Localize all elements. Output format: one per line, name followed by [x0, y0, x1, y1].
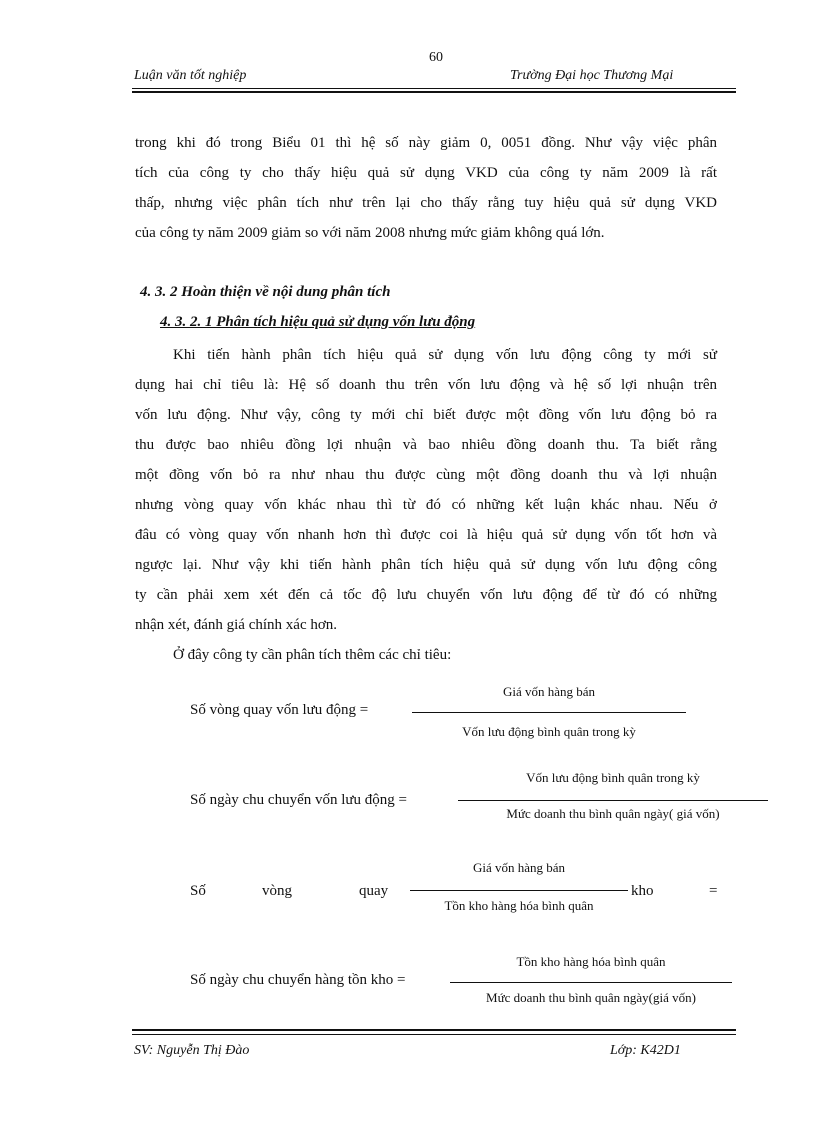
formula-numerator: Tồn kho hàng hóa bình quân	[516, 954, 666, 969]
formula-numerator: Giá vốn hàng bán	[502, 684, 596, 699]
formula-label: Số vòng quay vốn lưu động =	[190, 702, 369, 718]
paragraph-line: thu được bao nhiêu đồng lợi nhuận và bao nhiêu đồng doanh thu. Ta biết rằng	[135, 437, 717, 453]
paragraph-line: nhưng vòng quay vốn khác nhau thì từ đó có những kết luận khác nhau. Nếu ở	[135, 497, 717, 513]
paragraph-3	[135, 640, 717, 670]
formula-label-word: quay	[359, 883, 389, 899]
formula-equals: =	[709, 883, 718, 899]
formula-denominator: Mức doanh thu bình quân ngày( giá vốn)	[506, 806, 720, 821]
page-number: 60	[429, 50, 443, 65]
paragraph-line: nhận xét, đánh giá chính xác hơn.	[135, 617, 338, 633]
fraction-bar	[410, 890, 628, 891]
paragraph-line: Ở đây công ty cần phân tích thêm các chỉ tiêu:	[173, 647, 452, 663]
subsection-heading: 4. 3. 2. 1 Phân tích hiệu quả sử dụng vốn lưu động	[160, 314, 476, 330]
header-rule-thin	[132, 88, 736, 89]
section-heading: 4. 3. 2 Hoàn thiện về nội dung phân tích	[140, 284, 391, 300]
footer-rule-thin	[132, 1034, 736, 1035]
formula-label-word: vòng	[262, 883, 292, 899]
header-right: Trường Đại học Thương Mại	[510, 68, 674, 83]
paragraph-line: ty cần phải xem xét đến cả tốc độ lưu chuyển vốn lưu động để từ đó có những	[135, 587, 717, 603]
header-left: Luận văn tốt nghiệp	[134, 68, 247, 83]
paragraph-line: đâu có vòng quay vốn nhanh hơn thì được coi là hiệu quả sử dụng vốn tốt hơn và	[135, 527, 717, 543]
formula-denominator: Mức doanh thu bình quân ngày(giá vốn)	[486, 990, 696, 1005]
formula-label: Số ngày chu chuyển hàng tồn kho =	[190, 972, 406, 988]
fraction-bar	[450, 982, 732, 983]
paragraph-line: thấp, nhưng việc phân tích như trên lại cho thấy rằng tuy hiệu quả sử dụng VKD	[135, 195, 717, 211]
footer-left: SV: Nguyễn Thị Đào	[134, 1043, 250, 1058]
paragraph-line: ngược lại. Như vậy khi tiến hành phân tích hiệu quả sử dụng vốn lưu động công	[135, 557, 717, 573]
paragraph-line: dụng hai chỉ tiêu là: Hệ số doanh thu trên vốn lưu động và hệ số lợi nhuận trên	[135, 377, 717, 393]
header-rule-thick	[132, 91, 736, 93]
paragraph-line: vốn lưu động. Như vậy, công ty mới chỉ biết được một đồng vốn lưu động bỏ ra	[135, 407, 717, 423]
paragraph-1	[135, 128, 717, 248]
formula-label-word: Số	[190, 883, 206, 899]
fraction-bar	[458, 800, 768, 801]
paragraph-line: tích của công ty cho thấy hiệu quả sử dụng VKD của công ty năm 2009 là rất	[135, 165, 717, 181]
paragraph-line: trong khi đó trong Biểu 01 thì hệ số này giảm 0, 0051 đồng. Như vậy việc phân	[135, 135, 717, 151]
formula-numerator: Vốn lưu động bình quân trong kỳ	[526, 770, 700, 785]
formula-denominator: Tồn kho hàng hóa bình quân	[444, 898, 594, 913]
formula-numerator: Giá vốn hàng bán	[472, 860, 566, 875]
formula-suffix: kho	[631, 883, 654, 899]
formula-denominator: Vốn lưu động bình quân trong kỳ	[462, 724, 636, 739]
formula-label: Số ngày chu chuyển vốn lưu động =	[190, 792, 407, 808]
footer-rule-thick	[132, 1029, 736, 1031]
fraction-bar	[412, 712, 686, 713]
paragraph-line: của công ty năm 2009 giảm so với năm 2008 nhưng mức giảm không quá lớn.	[135, 225, 605, 241]
paragraph-line: Khi tiến hành phân tích hiệu quả sử dụng vốn lưu động công ty mới sử	[173, 347, 717, 363]
footer-right: Lớp: K42D1	[610, 1043, 681, 1058]
paragraph-2	[135, 340, 717, 640]
paragraph-line: một đồng vốn bỏ ra như nhau thu được cùng một đồng doanh thu và lợi nhuận	[135, 467, 717, 483]
